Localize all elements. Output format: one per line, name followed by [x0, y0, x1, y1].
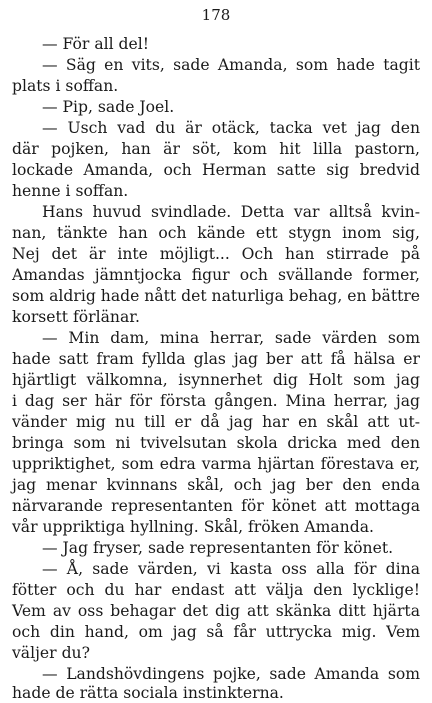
text-line: — Usch vad du är otäck, tacka vet jag den [42, 119, 420, 137]
text-line: bringa som ni tvivelsutan skola dricka med den [12, 434, 420, 452]
page-number: 178 [201, 6, 231, 24]
text-line: vår uppriktiga hyllning. Skål, fröken Amanda. [12, 518, 374, 536]
text-line: — Min dam, mina herrar, sade värden som [42, 329, 420, 347]
text-line: henne i soffan. [12, 182, 129, 200]
text-line: hade satt fram fyllda glas jag ber att få hälsa er [12, 350, 420, 368]
text-line: hjärtligt välkomna, isynnerhet dig Holt som jag [12, 371, 420, 389]
text-line: — Säg en vits, sade Amanda, som hade tagit [42, 56, 420, 74]
text-line: plats i soffan. [12, 77, 119, 95]
text-line: — För all del! [42, 35, 150, 53]
text-line: lockade Amanda, och Herman satte sig bredvid [12, 161, 420, 179]
text-line: som aldrig hade nått det naturliga behag, en bättre [12, 287, 421, 305]
text-line: Nej det är inte möjligt... Och han stirrade på [12, 245, 420, 263]
text-line: och din hand, om jag så får uttrycka mig. Vem [12, 623, 420, 641]
text-line: nan, tänkte han och kände ett stygn inom sig, [12, 224, 420, 242]
text-line: där pojken, han är söt, kom hit lilla pastorn, [12, 140, 420, 158]
text-line: väljer du? [12, 644, 90, 662]
text-line: — Å, sade värden, vi kasta oss alla för dina [42, 560, 420, 578]
text-line: korsett förlänar. [12, 308, 140, 326]
text-line: i dag ser här för första gången. Mina herrar, jag [12, 392, 420, 410]
text-line: närvarande representanten för könet att mottaga [12, 497, 420, 515]
text-line: Amandas jämntjocka figur och svällande former, [12, 266, 420, 284]
text-line: vänder mig nu till er då jag har en skål att ut- [12, 413, 420, 431]
text-line: Vem av oss behagar det dig att skänka ditt hjärta [12, 602, 420, 620]
text-line: Hans huvud svindlade. Detta var alltså kvin- [42, 203, 420, 221]
text-line: hade de rätta sociala instinkterna. [12, 684, 284, 702]
text-line: jag menar kvinnans skål, och jag ber den enda [12, 476, 420, 494]
text-line: — Pip, sade Joel. [42, 98, 175, 116]
text-line: uppriktighet, som edra varma hjärtan förestava er, [12, 455, 420, 473]
text-line: fötter och du har endast att välja den lycklige! [12, 581, 420, 599]
text-line: — Jag fryser, sade representanten för könet. [42, 539, 394, 557]
text-line: — Landshövdingens pojke, sade Amanda som [42, 665, 420, 683]
